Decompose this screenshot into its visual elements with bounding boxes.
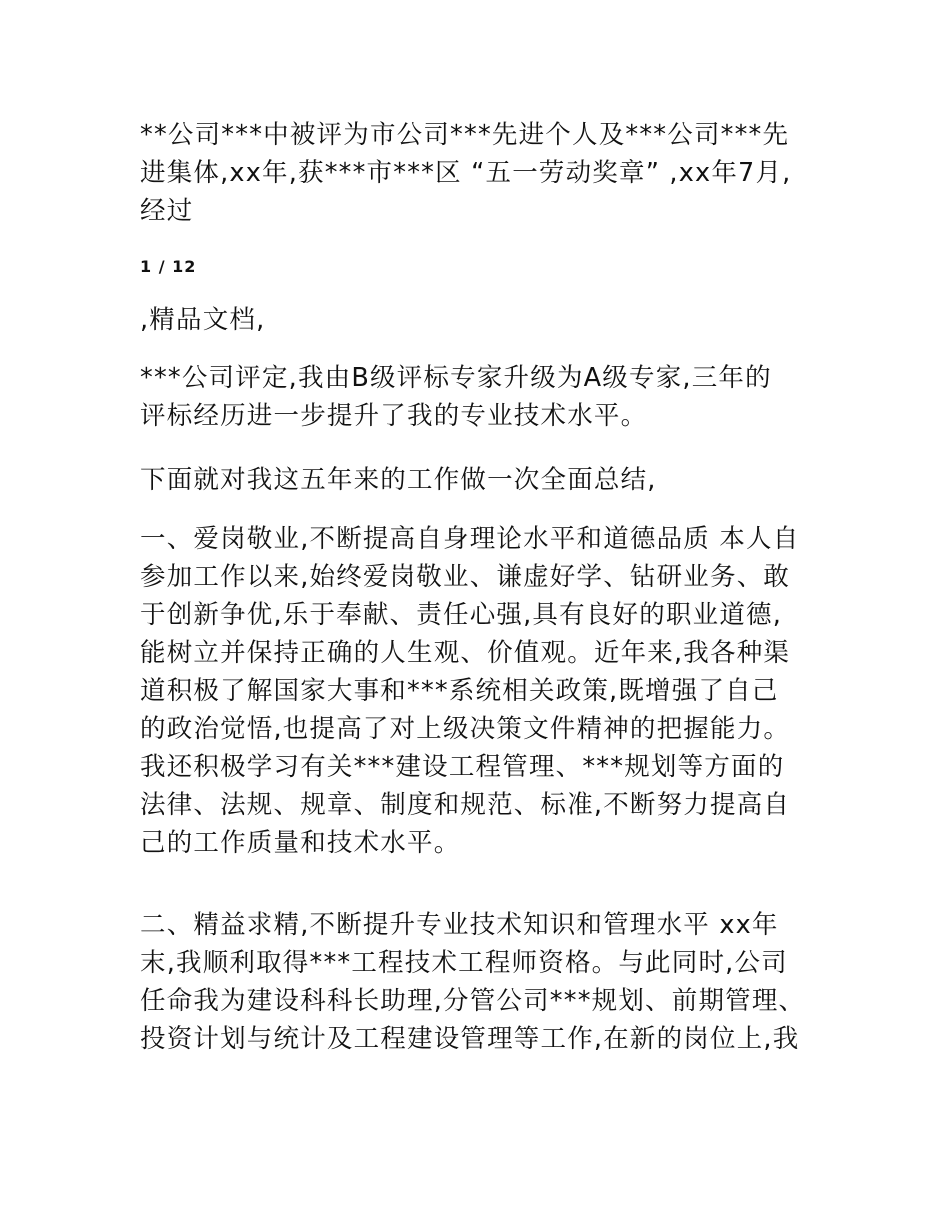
header-note xyxy=(140,301,830,339)
text-line: 道积极了解国家大事和***系统相关政策,既增强了自己 xyxy=(140,676,779,706)
text-line: 能树立并保持正确的人生观、价值观。近年来,我各种渠 xyxy=(140,638,791,668)
text-line: 末,我顺利取得***工程技术工程师资格。与此同时,公司 xyxy=(140,948,788,978)
text-line: 法律、法规、规章、制度和规范、标准,不断努力提高自 xyxy=(140,790,791,820)
text-line: 任命我为建设科科长助理,分管公司***规划、前期管理、 xyxy=(140,986,806,1016)
text-line: ,精品文档, xyxy=(140,305,266,335)
text-line: 的政治觉悟,也提高了对上级决策文件精神的把握能力。 xyxy=(140,714,791,744)
text-line: 我还积极学习有关***建设工程管理、***规划等方面的 xyxy=(140,752,785,782)
text-line: 投资计划与统计及工程建设管理等工作,在新的岗位上,我 xyxy=(140,1024,800,1054)
text-line: 于创新争优,乐于奉献、责任心强,具有良好的职业道德, xyxy=(140,600,783,630)
rating-paragraph xyxy=(140,359,830,435)
page-number: 1 / 12 xyxy=(140,257,197,276)
section-two-paragraph xyxy=(140,906,830,1058)
text-line: 参加工作以来,始终爱岗敬业、谦虚好学、钻研业务、敢 xyxy=(140,562,791,592)
intro-paragraph xyxy=(140,116,830,230)
text-line: 下面就对我这五年来的工作做一次全面总结, xyxy=(140,465,657,495)
text-line: 二、精益求精,不断提升专业技术知识和管理水平 xx年 xyxy=(140,910,779,940)
summary-paragraph xyxy=(140,461,830,499)
text-line: 评标经历进一步提升了我的专业技术水平。 xyxy=(140,401,648,431)
text-line: 经过 xyxy=(140,196,194,226)
section-one-paragraph xyxy=(140,520,830,862)
text-line: **公司***中被评为市公司***先进个人及***公司***先 xyxy=(140,120,790,150)
text-line: 己的工作质量和技术水平。 xyxy=(140,828,461,858)
text-line: ***公司评定,我由B级评标专家升级为A级专家,三年的 xyxy=(140,363,772,393)
text-line: 一、爱岗敬业,不断提高自身理论水平和道德品质 本人自 xyxy=(140,524,800,554)
text-line: 进集体,xx年,获***市***区 “五一劳动奖章” ,xx年7月, xyxy=(140,158,792,188)
